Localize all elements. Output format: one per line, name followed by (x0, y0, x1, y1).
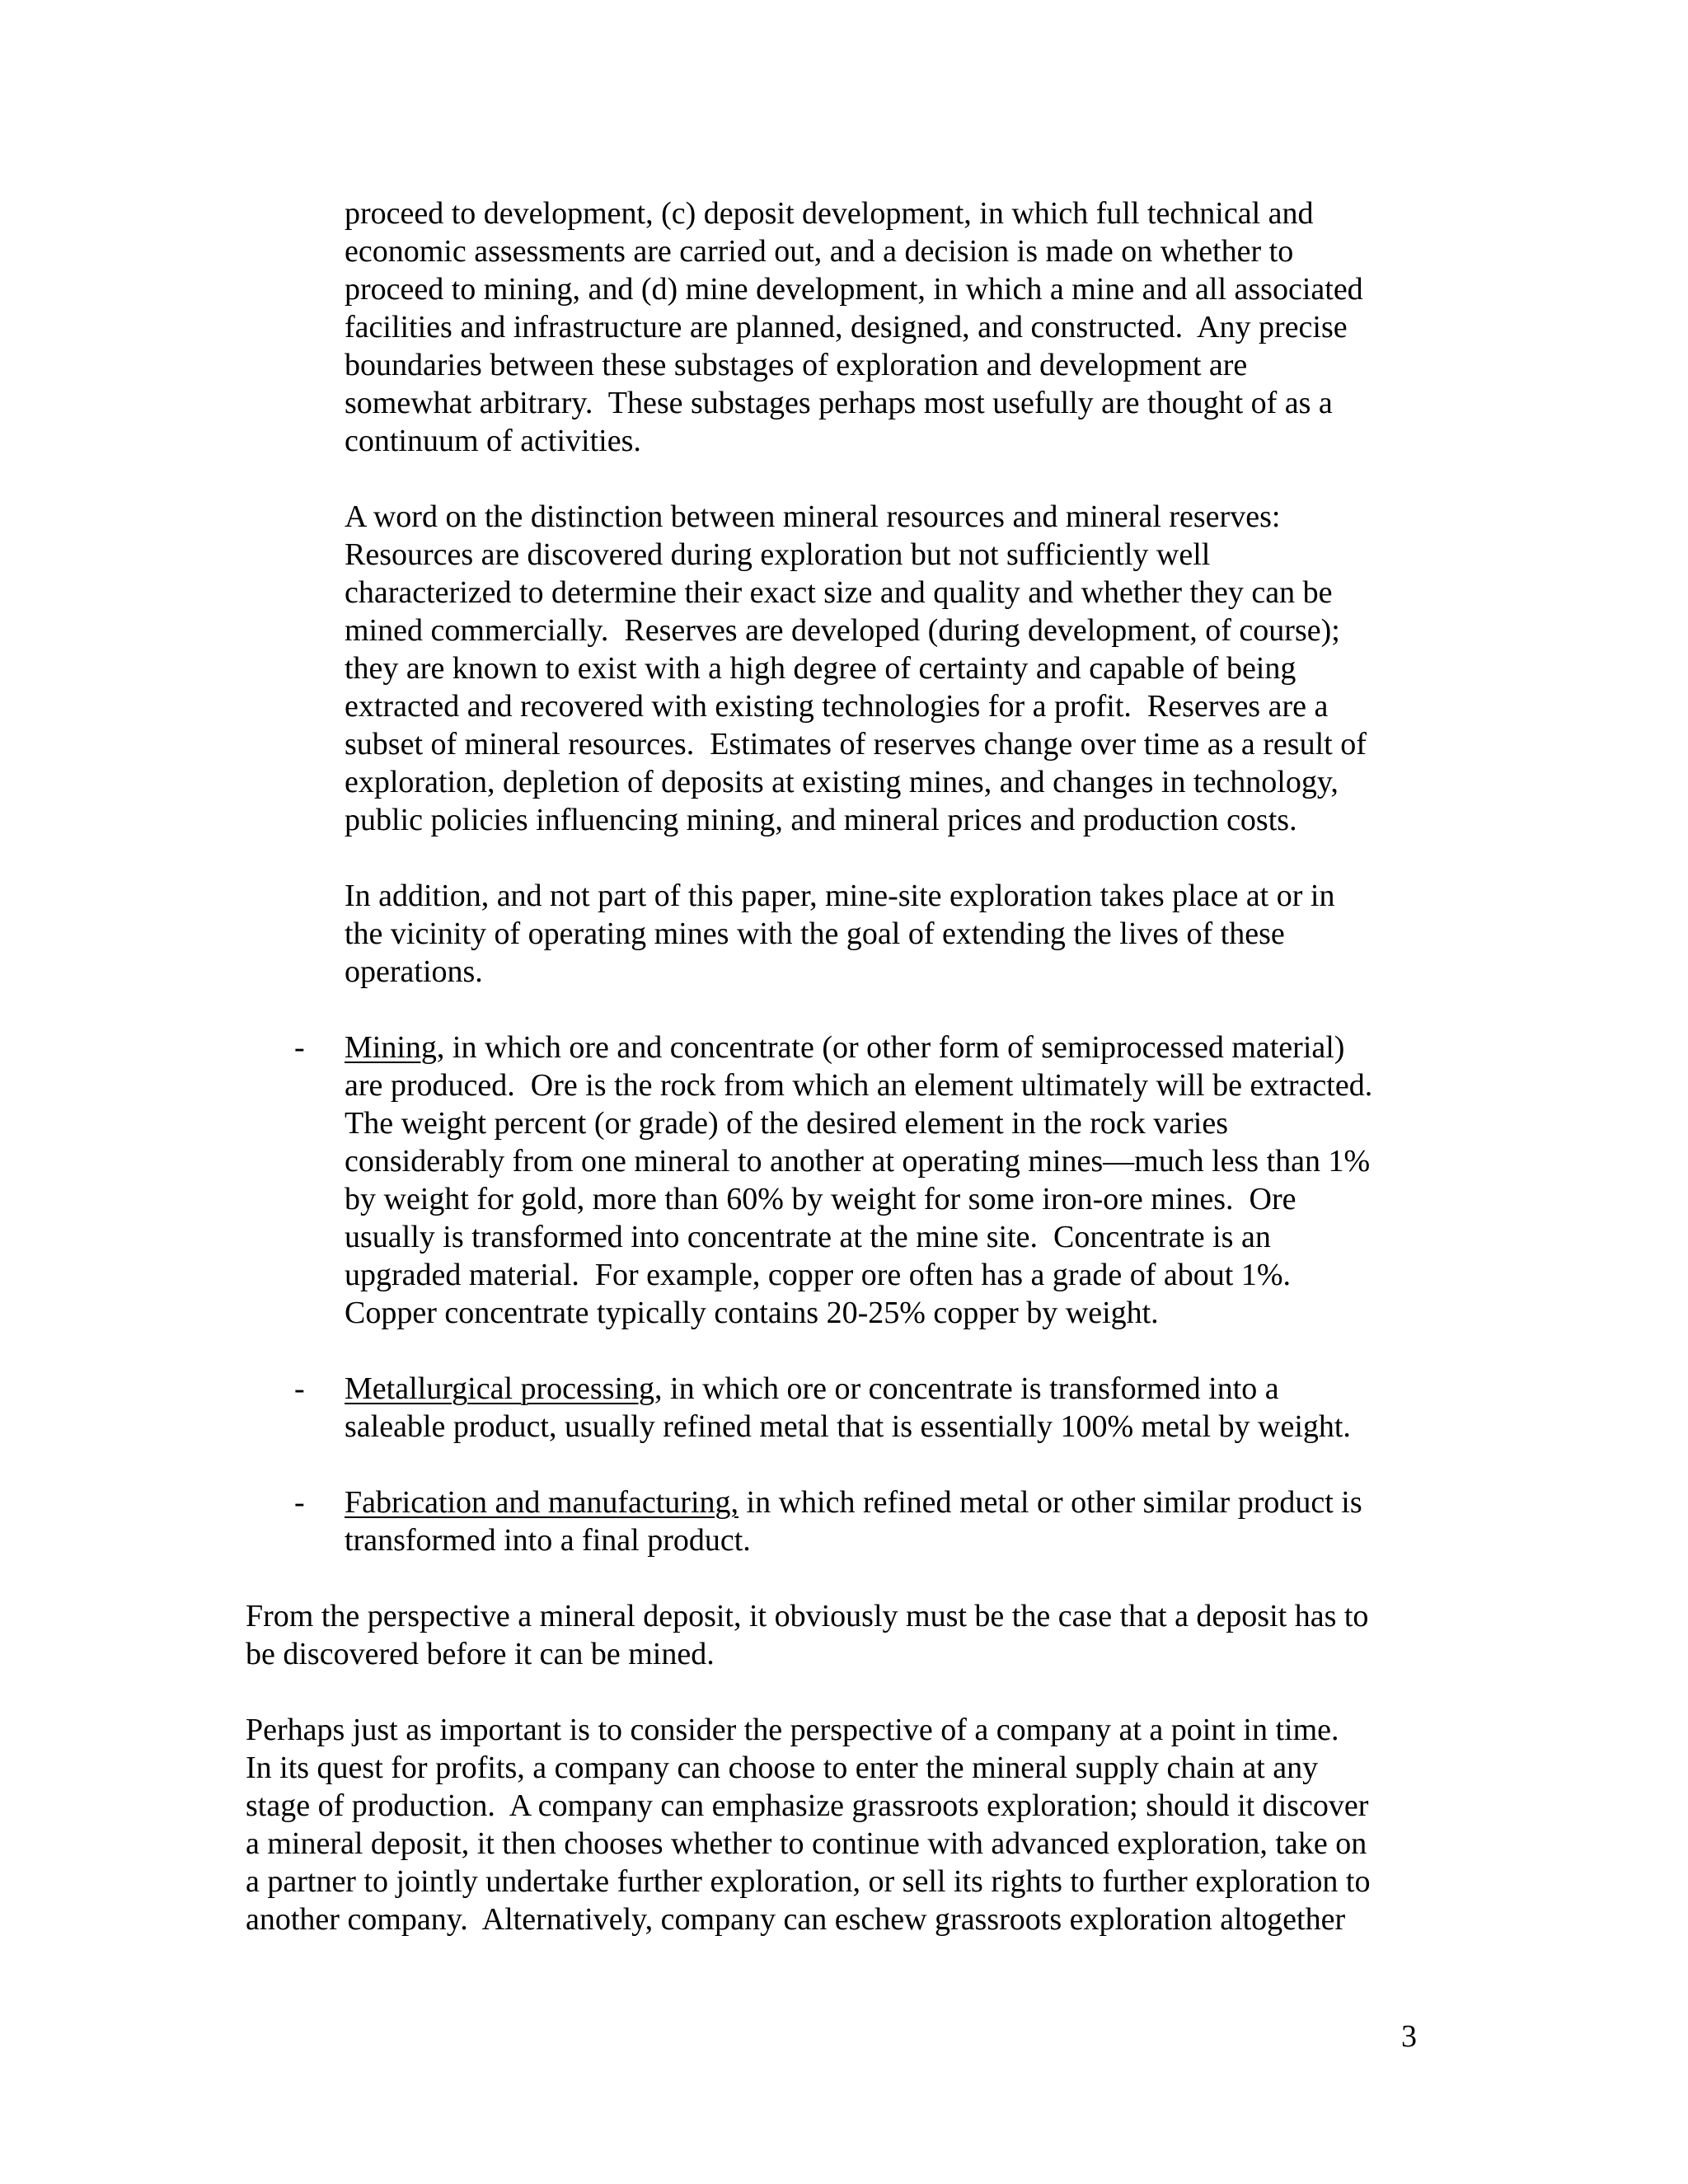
text-line: operations. (345, 954, 483, 989)
bullet-first-line (345, 1370, 1279, 1408)
bullet-term: Fabrication and manufacturing, (345, 1485, 739, 1520)
text-line: stage of production. A company can emphasize grassroots exploration; should it discover (246, 1788, 1369, 1823)
text-line: extracted and recovered with existing technologies for a profit. Reserves are a (345, 689, 1329, 724)
text-line: proceed to mining, and (d) mine development, in which a mine and all associated (345, 272, 1363, 307)
bullet-first-line (345, 1029, 1344, 1066)
text-line: The weight percent (or grade) of the desired element in the rock varies (345, 1106, 1228, 1141)
bullet-dash: - (294, 1030, 305, 1065)
text-line: mined commercially. Reserves are developed (during development, of course); (345, 613, 1340, 648)
text-line: transformed into a final product. (345, 1523, 751, 1558)
text-line: Copper concentrate typically contains 20-25% copper by weight. (345, 1296, 1159, 1330)
bullet-term: Metallurgical processing (345, 1371, 655, 1406)
text-line: In its quest for profits, a company can choose to enter the mineral supply chain at any (246, 1750, 1319, 1785)
text-line: a mineral deposit, it then chooses whether to continue with advanced exploration, take on (246, 1826, 1367, 1861)
text-line: proceed to development, (c) deposit development, in which full technical and (345, 196, 1314, 231)
text-line: subset of mineral resources. Estimates of reserves change over time as a result of (345, 727, 1367, 762)
text-line: characterized to determine their exact size and quality and whether they can be (345, 575, 1333, 610)
text-line: facilities and infrastructure are planned, designed, and constructed. Any precise (345, 310, 1348, 344)
text-line: they are known to exist with a high degree of certainty and capable of being (345, 651, 1296, 686)
text-line: considerably from one mineral to another at operating mines—much less than 1% (345, 1144, 1371, 1179)
text-line: by weight for gold, more than 60% by weight for some iron-ore mines. Ore (345, 1182, 1296, 1216)
text-line: economic assessments are carried out, and a decision is made on whether to (345, 234, 1294, 269)
bullet-term: Mining (345, 1030, 437, 1065)
text-line: are produced. Ore is the rock from which an element ultimately will be extracted. (345, 1068, 1373, 1103)
text-line: exploration, depletion of deposits at existing mines, and changes in technology, (345, 765, 1339, 799)
text-line: usually is transformed into concentrate at the mine site. Concentrate is an (345, 1220, 1271, 1254)
bullet-text: in which refined metal or other similar product is (738, 1485, 1362, 1520)
bullet-text: , in which ore and concentrate (or other form of semiprocessed material) (436, 1030, 1345, 1065)
bullet-first-line (345, 1483, 1362, 1521)
text-line: public policies influencing mining, and mineral prices and production costs. (345, 803, 1297, 837)
bullet-text: , in which ore or concentrate is transformed into a (654, 1371, 1279, 1406)
text-line: boundaries between these substages of exploration and development are (345, 348, 1248, 382)
text-line: saleable product, usually refined metal that is essentially 100% metal by weight. (345, 1409, 1351, 1444)
text-line: Resources are discovered during exploration but not sufficiently well (345, 537, 1211, 572)
text-line: From the perspective a mineral deposit, it obviously must be the case that a deposit has to (246, 1599, 1369, 1633)
page-number: 3 (1401, 2019, 1417, 2054)
text-line: In addition, and not part of this paper, mine-site exploration takes place at or in (345, 879, 1335, 913)
bullet-dash: - (294, 1485, 305, 1520)
text-line: Perhaps just as important is to consider the perspective of a company at a point in time. (246, 1713, 1339, 1747)
text-line: upgraded material. For example, copper ore often has a grade of about 1%. (345, 1258, 1291, 1292)
text-line: another company. Alternatively, company can eschew grassroots exploration altogether (246, 1902, 1346, 1937)
bullet-dash: - (294, 1371, 305, 1406)
text-line: the vicinity of operating mines with the goal of extending the lives of these (345, 916, 1285, 951)
text-line: A word on the distinction between mineral resources and mineral reserves: (345, 499, 1281, 534)
text-line: be discovered before it can be mined. (246, 1637, 715, 1671)
text-line: a partner to jointly undertake further exploration, or sell its rights to further exploration to (246, 1864, 1371, 1899)
text-line: continuum of activities. (345, 424, 641, 458)
text-line: somewhat arbitrary. These substages perhaps most usefully are thought of as a (345, 386, 1333, 420)
